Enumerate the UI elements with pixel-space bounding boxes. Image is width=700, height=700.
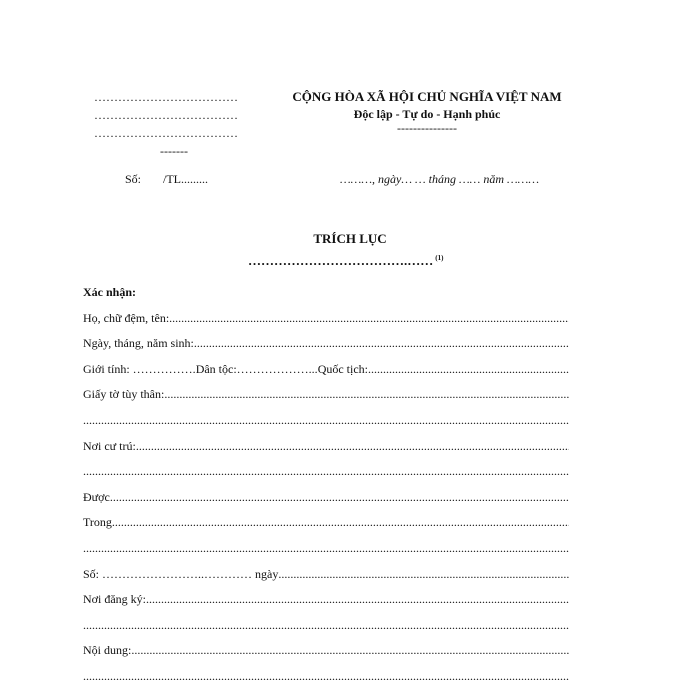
number-suffix: /TL.........: [163, 172, 209, 186]
residence-field: Nơi cư trú: .....: [83, 436, 569, 462]
confirm-heading: Xác nhận:: [83, 285, 137, 299]
document-title: TRÍCH LỤC: [313, 231, 387, 246]
fill-line: [83, 538, 569, 564]
fill-line: [136, 436, 569, 462]
continuation-line: [83, 615, 569, 641]
number-date-field: Số: ……………………..………… ngày .....: [83, 564, 569, 590]
authority-line: ………………………………: [94, 90, 238, 104]
continuation-line: [83, 410, 569, 436]
motto-separator: ---------------: [397, 121, 457, 135]
continuation-line: [83, 666, 569, 692]
fill-line: [83, 410, 569, 436]
document-number: [125, 172, 208, 187]
fill-line: [278, 564, 569, 590]
fill-line: [169, 308, 569, 334]
granted-field: Được .....: [83, 487, 569, 513]
dob-field: Ngày, tháng, năm sinh: .....: [83, 333, 569, 359]
authority-line: ………………………………: [94, 126, 238, 140]
registration-place-field: Nơi đăng ký: .....: [83, 589, 569, 615]
content-field: Nội dung: .....: [83, 640, 569, 666]
national-motto: Độc lập - Tự do - Hạnh phúc: [353, 107, 501, 121]
form-body: [83, 282, 569, 692]
authority-separator: -------: [160, 144, 188, 158]
authority-line: ………………………………: [94, 108, 238, 122]
gender-field: Giới tính: …………….: [83, 361, 196, 376]
subtitle-placeholder: ……………………………….……: [248, 253, 434, 268]
national-header: [282, 88, 572, 136]
full-name-field: Họ, chữ đệm, tên: .....: [83, 308, 569, 334]
number-label: Số:: [125, 172, 142, 186]
nationality-label: Quốc tịch:: [317, 361, 369, 376]
fill-line: [164, 384, 569, 410]
fill-line: [83, 461, 569, 487]
fill-line: [194, 333, 569, 359]
continuation-line: [83, 538, 569, 564]
fill-line: [112, 512, 569, 538]
footnote-marker: (1): [435, 254, 444, 262]
national-title: CỘNG HÒA XÃ HỘI CHỦ NGHĨA VIỆT NAM: [292, 89, 562, 104]
id-document-field: Giấy tờ tùy thân: .....: [83, 384, 569, 410]
fill-line: [110, 487, 569, 513]
within-field: Trong .....: [83, 512, 569, 538]
fill-line: [368, 359, 569, 385]
fill-line: [146, 589, 569, 615]
fill-line: [83, 615, 569, 641]
continuation-line: [83, 461, 569, 487]
document-subtitle: [248, 253, 443, 269]
ethnicity-field: Dân tộc:………………...: [195, 361, 318, 376]
identity-row: [83, 359, 569, 385]
issue-date: ………, ngày… … tháng …… năm ………: [340, 172, 540, 186]
issuing-authority-block: [94, 88, 264, 160]
fill-line: [83, 666, 569, 692]
fill-line: [131, 640, 569, 666]
